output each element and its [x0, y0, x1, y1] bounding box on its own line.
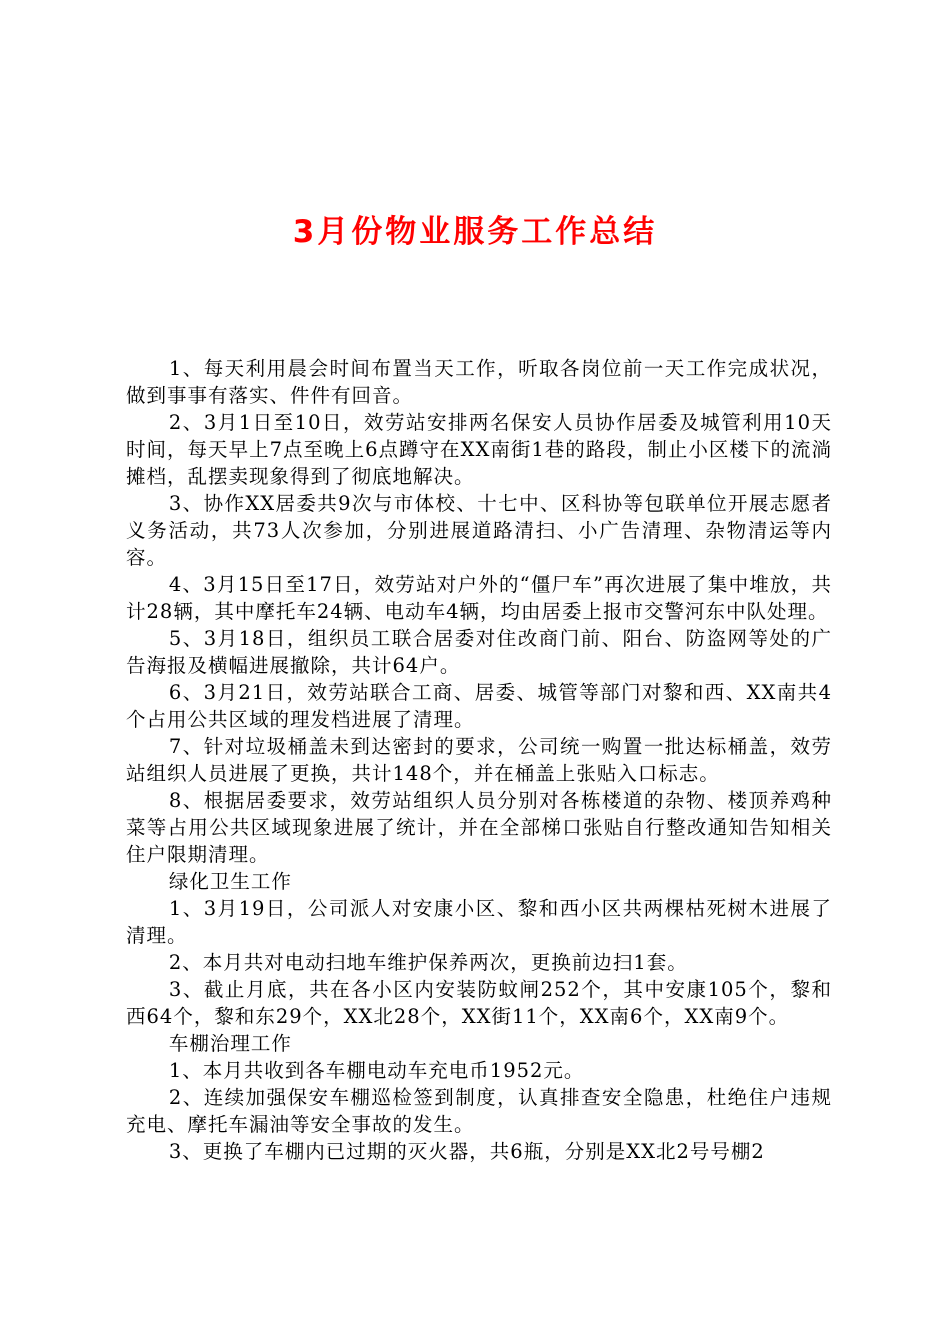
document-title: 3月份物业服务工作总结 [292, 214, 658, 250]
paragraph-7: 7、针对垃圾桶盖未到达密封的要求，公司统一购置一批达标桶盖，效劳站组织人员进展了更换，共计148个，并在桶盖上张贴入口标志。 [126, 735, 832, 785]
paragraph-13: 2、连续加强保安车棚巡检签到制度，认真排查安全隐患，杜绝住户违规充电、摩托车漏油等安全事故的发生。 [126, 1086, 832, 1136]
paragraph-9: 1、3月19日，公司派人对安康小区、黎和西小区共两棵枯死树木进展了清理。 [126, 897, 832, 947]
paragraph-8: 8、根据居委要求，效劳站组织人员分别对各栋楼道的杂物、楼顶养鸡种菜等占用公共区域现象进展了统计，并在全部梯口张贴自行整改通知告知相关住户限期清理。 [126, 789, 832, 866]
paragraph-1: 1、每天利用晨会时间布置当天工作，听取各岗位前一天工作完成状况，做到事事有落实、件件有回音。 [126, 357, 832, 407]
paragraph-10: 2、本月共对电动扫地车维护保养两次，更换前边扫1套。 [168, 951, 688, 974]
paragraph-12: 1、本月共收到各车棚电动车充电币1952元。 [168, 1059, 585, 1082]
section-heading-greening: 绿化卫生工作 [168, 870, 292, 893]
paragraph-14: 3、更换了车棚内已过期的灭火器，共6瓶，分别是XX北2号号棚2 [168, 1140, 765, 1163]
paragraph-4: 4、3月15日至17日，效劳站对户外的“僵尸车”再次进展了集中堆放，共计28辆，其中摩托车24辆、电动车4辆，均由居委上报市交警河东中队处理。 [126, 573, 832, 623]
paragraph-2: 2、3月1日至10日，效劳站安排两名保安人员协作居委及城管利用10天时间，每天早上7点至晚上6点蹲守在XX南街1巷的路段，制止小区楼下的流淌摊档，乱摆卖现象得到了彻底地解决。 [126, 411, 832, 488]
document-body [126, 355, 832, 1165]
paragraph-11: 3、截止月底，共在各小区内安装防蚊闸252个，其中安康105个，黎和西64个，黎和东29个，XX北28个，XX街11个，XX南6个，XX南9个。 [126, 978, 832, 1028]
section-heading-bike-shed: 车棚治理工作 [168, 1032, 292, 1055]
paragraph-6: 6、3月21日，效劳站联合工商、居委、城管等部门对黎和西、XX南共4个占用公共区域的理发档进展了清理。 [126, 681, 832, 731]
paragraph-5: 5、3月18日，组织员工联合居委对住改商门前、阳台、防盗网等处的广告海报及横幅进展撤除，共计64户。 [126, 627, 832, 677]
paragraph-3: 3、协作XX居委共9次与市体校、十七中、区科协等包联单位开展志愿者义务活动，共73人次参加，分别进展道路清扫、小广告清理、杂物清运等内容。 [126, 492, 832, 569]
